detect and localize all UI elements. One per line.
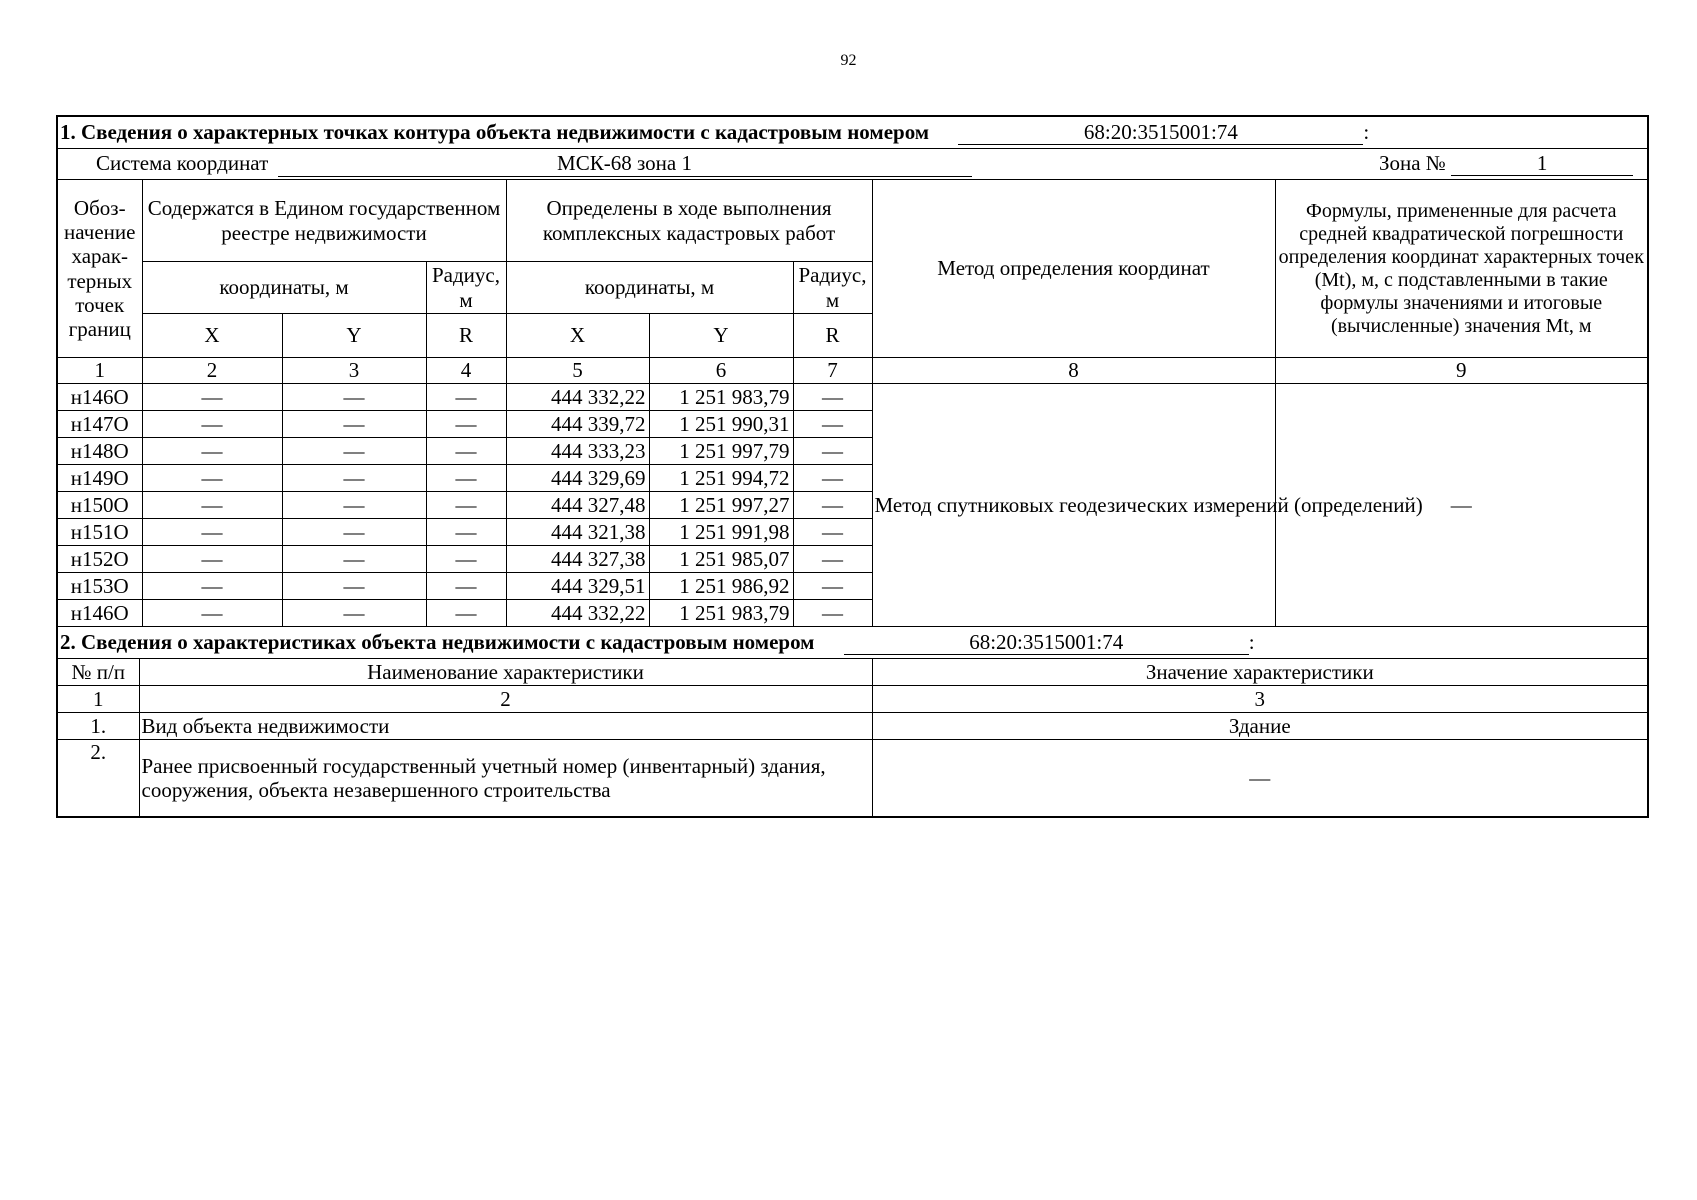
header-egrn-y: Y — [282, 314, 426, 358]
radius: — — [793, 411, 872, 438]
col-number: 3 — [872, 686, 1648, 713]
y-coordinate: 1 251 985,07 — [649, 546, 793, 573]
col-number: 7 — [793, 358, 872, 384]
header-egrn-coords: координаты, м — [142, 262, 426, 314]
x-egrn: — — [142, 384, 282, 411]
x-coordinate: 444 329,51 — [506, 573, 649, 600]
radius: — — [793, 465, 872, 492]
s2-row-num: 1. — [57, 713, 139, 740]
radius: — — [793, 384, 872, 411]
point-id: н153О — [57, 573, 142, 600]
header-kkr-radius: Радиус, м — [793, 262, 872, 314]
column-numbers-row — [57, 358, 1648, 384]
header-kkr-y: Y — [649, 314, 793, 358]
col-number: 2 — [139, 686, 872, 713]
section1-cadastral-number: 68:20:3515001:74 — [958, 120, 1363, 145]
y-coordinate: 1 251 990,31 — [649, 411, 793, 438]
header-kkr-r: R — [793, 314, 872, 358]
coord-system-value: МСК-68 зона 1 — [278, 151, 972, 176]
s2-row-value: — — [872, 740, 1648, 818]
header-formulas: Формулы, примененные для расчета средней квадратической погрешности определения координат характерных точек (Mt), м, с подставленными в такие формулы значениями и итоговые (вычисленные) значения Mt, м — [1275, 180, 1648, 358]
header-kkr-x: X — [506, 314, 649, 358]
s2-header-name: Наименование характеристики — [139, 659, 872, 686]
x-coordinate: 444 321,38 — [506, 519, 649, 546]
y-egrn: — — [282, 546, 426, 573]
cadastral-document-table — [56, 115, 1649, 818]
x-coordinate: 444 329,69 — [506, 465, 649, 492]
radius: — — [793, 438, 872, 465]
header-egrn: Содержатся в Едином государственном реестре недвижимости — [142, 180, 506, 262]
section2-suffix: : — [1248, 629, 1255, 654]
x-coordinate: 444 332,22 — [506, 384, 649, 411]
y-egrn: — — [282, 573, 426, 600]
point-id: н146О — [57, 384, 142, 411]
s2-header-value: Значение характеристики — [872, 659, 1648, 686]
radius: — — [793, 546, 872, 573]
x-egrn: — — [142, 546, 282, 573]
y-coordinate: 1 251 994,72 — [649, 465, 793, 492]
r-egrn: — — [426, 546, 506, 573]
x-egrn: — — [142, 600, 282, 627]
y-egrn: — — [282, 519, 426, 546]
y-egrn: — — [282, 384, 426, 411]
col-number: 6 — [649, 358, 793, 384]
s2-row-value: Здание — [872, 713, 1648, 740]
x-egrn: — — [142, 465, 282, 492]
r-egrn: — — [426, 492, 506, 519]
col-number: 9 — [1275, 358, 1648, 384]
x-coordinate: 444 333,23 — [506, 438, 649, 465]
formula-value: — — [1275, 384, 1648, 627]
section2-header-row — [57, 659, 1648, 686]
table-row — [57, 384, 1648, 411]
point-id: н150О — [57, 492, 142, 519]
y-coordinate: 1 251 983,79 — [649, 600, 793, 627]
method-value: Метод спутниковых геодезических измерений (определений) — [872, 384, 1275, 627]
coord-system-cell — [57, 149, 1648, 180]
section1-title-row — [57, 116, 1648, 149]
r-egrn: — — [426, 438, 506, 465]
r-egrn: — — [426, 384, 506, 411]
table-row — [57, 740, 1648, 818]
s2-row-name: Вид объекта недвижимости — [139, 713, 872, 740]
x-egrn: — — [142, 519, 282, 546]
s2-header-num: № п/п — [57, 659, 139, 686]
s2-row-name: Ранее присвоенный государственный учетный номер (инвентарный) здания, сооружения, объекта незавершенного строительства — [139, 740, 872, 818]
y-coordinate: 1 251 997,79 — [649, 438, 793, 465]
x-egrn: — — [142, 411, 282, 438]
r-egrn: — — [426, 411, 506, 438]
col-number: 3 — [282, 358, 426, 384]
r-egrn: — — [426, 600, 506, 627]
r-egrn: — — [426, 573, 506, 600]
section2-title: 2. Сведения о характеристиках объекта недвижимости с кадастровым номером — [60, 629, 815, 654]
col-number: 1 — [57, 686, 139, 713]
section1-title: 1. Сведения о характерных точках контура объекта недвижимости с кадастровым номером — [60, 119, 930, 144]
radius: — — [793, 600, 872, 627]
col-number: 4 — [426, 358, 506, 384]
point-id: н146О — [57, 600, 142, 627]
header-egrn-x: X — [142, 314, 282, 358]
point-id: н148О — [57, 438, 142, 465]
page-number: 92 — [840, 52, 857, 69]
y-coordinate: 1 251 986,92 — [649, 573, 793, 600]
coord-system-label: Система координат — [96, 151, 269, 176]
y-coordinate: 1 251 983,79 — [649, 384, 793, 411]
section2-col-numbers-row — [57, 686, 1648, 713]
x-coordinate: 444 327,38 — [506, 546, 649, 573]
radius: — — [793, 492, 872, 519]
col-number: 2 — [142, 358, 282, 384]
y-egrn: — — [282, 600, 426, 627]
point-id: н149О — [57, 465, 142, 492]
coord-system-row — [57, 149, 1648, 180]
x-egrn: — — [142, 492, 282, 519]
col-number: 8 — [872, 358, 1275, 384]
zone-value: 1 — [1451, 151, 1633, 176]
r-egrn: — — [426, 519, 506, 546]
section2-cadastral-number: 68:20:3515001:74 — [844, 630, 1249, 655]
radius: — — [793, 519, 872, 546]
header-egrn-r: R — [426, 314, 506, 358]
header-designation: Обоз-начение харак-терных точек границ — [57, 180, 142, 358]
x-egrn: — — [142, 573, 282, 600]
point-id: н152О — [57, 546, 142, 573]
section2-title-cell — [57, 627, 1648, 659]
section1-suffix: : — [1363, 119, 1370, 144]
point-id: н151О — [57, 519, 142, 546]
x-coordinate: 444 327,48 — [506, 492, 649, 519]
col-number: 5 — [506, 358, 649, 384]
y-coordinate: 1 251 997,27 — [649, 492, 793, 519]
table-row — [57, 713, 1648, 740]
header-egrn-radius: Радиус, м — [426, 262, 506, 314]
y-coordinate: 1 251 991,98 — [649, 519, 793, 546]
y-egrn: — — [282, 411, 426, 438]
y-egrn: — — [282, 438, 426, 465]
header-kkr-coords: координаты, м — [506, 262, 793, 314]
radius: — — [793, 573, 872, 600]
header-kkr: Определены в ходе выполнения комплексных кадастровых работ — [506, 180, 872, 262]
col-number: 1 — [57, 358, 142, 384]
section1-title-cell — [57, 116, 1648, 149]
x-egrn: — — [142, 438, 282, 465]
y-egrn: — — [282, 492, 426, 519]
header-row-1 — [57, 180, 1648, 262]
y-egrn: — — [282, 465, 426, 492]
section2-title-row — [57, 627, 1648, 659]
x-coordinate: 444 339,72 — [506, 411, 649, 438]
header-method: Метод определения координат — [872, 180, 1275, 358]
r-egrn: — — [426, 465, 506, 492]
s2-row-num: 2. — [57, 740, 139, 818]
point-id: н147О — [57, 411, 142, 438]
zone-label: Зона № — [1378, 151, 1446, 175]
x-coordinate: 444 332,22 — [506, 600, 649, 627]
